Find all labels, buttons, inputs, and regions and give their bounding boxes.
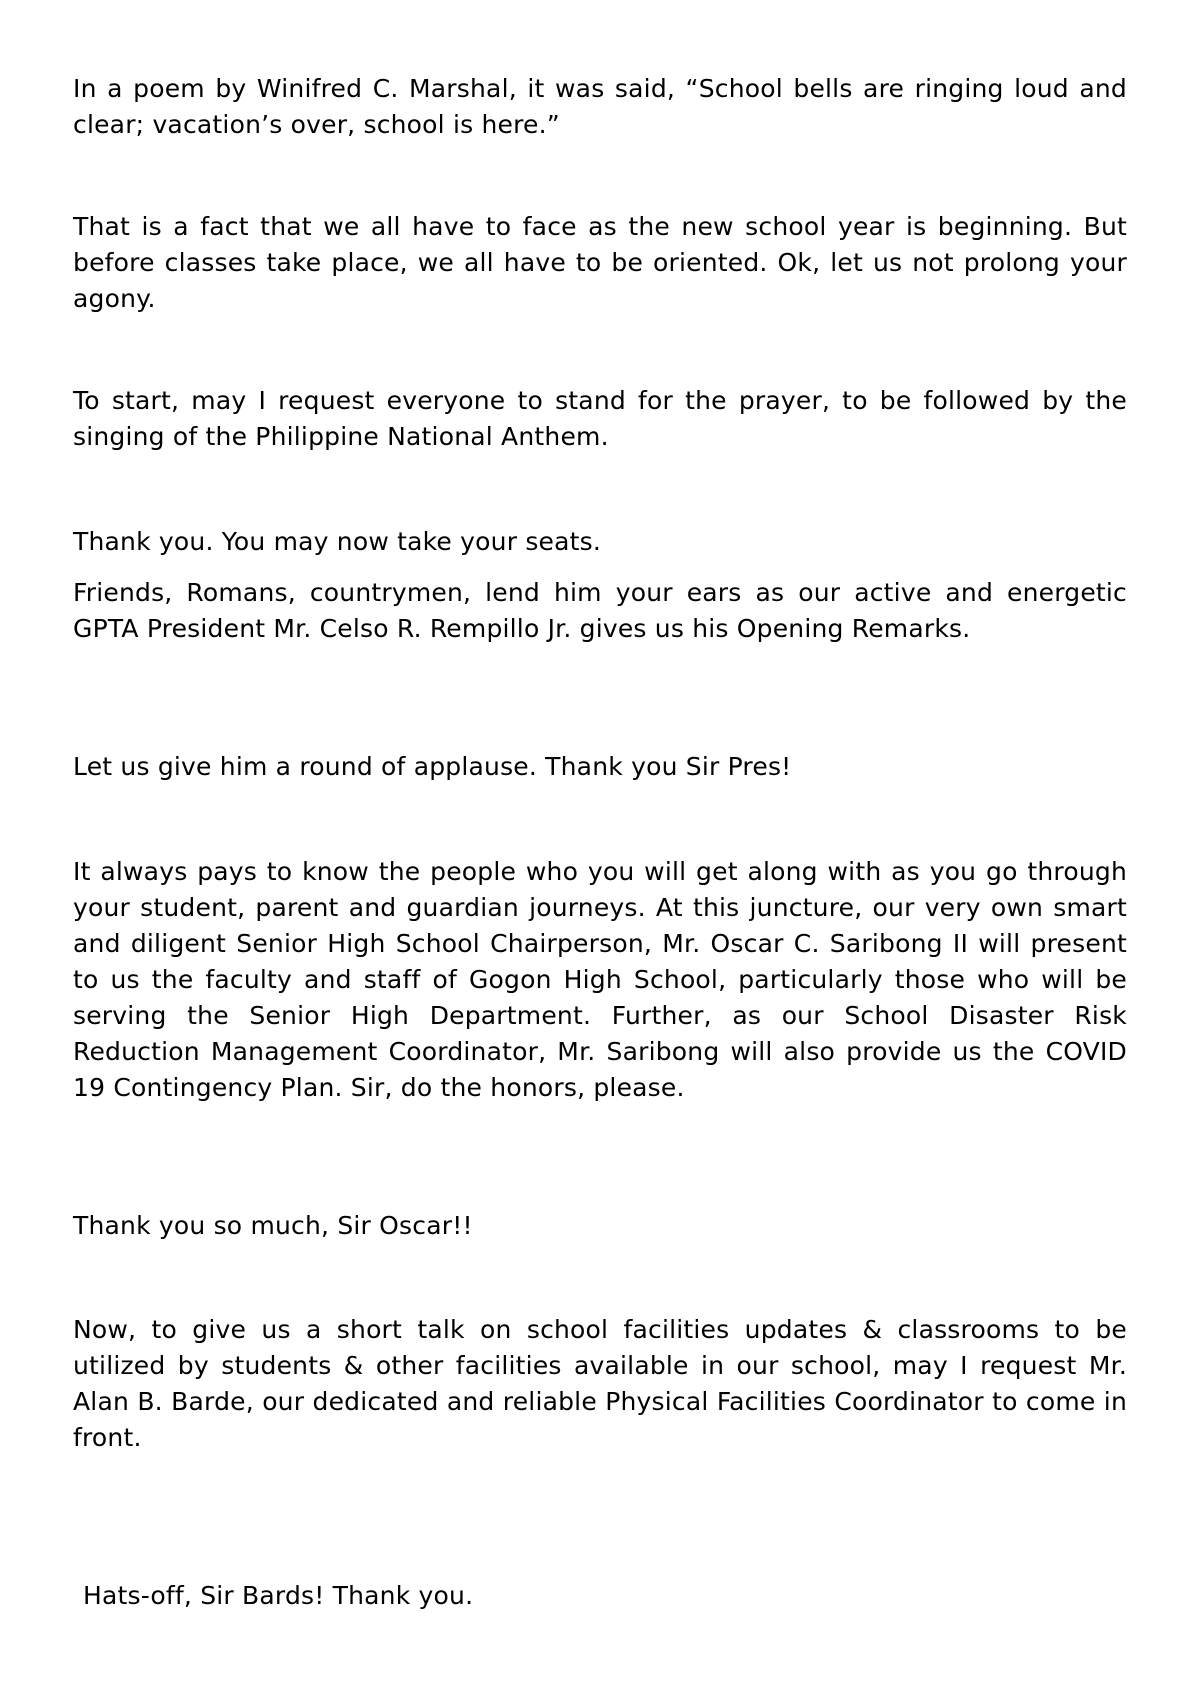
- paragraph-poem-quote: In a poem by Winifred C. Marshal, it was said, “School bells are ringing loud and clear; vacation’s over, school is here.”: [73, 74, 1127, 139]
- paragraph-facilities-talk: Now, to give us a short talk on school facilities updates & classrooms to be utilized by students & other facilities available in our school, may I request Mr. Alan B. Barde, our dedicated and reliable Physical Facilities Coordinator to come in front.: [73, 1315, 1127, 1452]
- paragraph-applause: Let us give him a round of applause. Thank you Sir Pres!: [73, 752, 792, 781]
- paragraph-opening-remarks: Friends, Romans, countrymen, lend him your ears as our active and energetic GPTA President Mr. Celso R. Rempillo Jr. gives us his Opening Remarks.: [73, 578, 1127, 643]
- paragraph-thank-oscar: Thank you so much, Sir Oscar!!: [73, 1211, 473, 1240]
- paragraph-prayer-anthem: To start, may I request everyone to stand for the prayer, to be followed by the singing of the Philippine National Anthem.: [73, 386, 1127, 451]
- paragraph-take-seats: Thank you. You may now take your seats.: [73, 527, 602, 556]
- paragraph-orientation: That is a fact that we all have to face as the new school year is beginning. But before classes take place, we all have to be oriented. Ok, let us not prolong your agony.: [73, 212, 1127, 313]
- paragraph-hats-off: Hats-off, Sir Bards! Thank you.: [83, 1581, 474, 1610]
- paragraph-faculty-intro: It always pays to know the people who you will get along with as you go through your student, parent and guardian journeys. At this juncture, our very own smart and diligent Senior High School Chairperson, Mr. Oscar C. Saribong II will present to us the faculty and staff of Gogon High School, particularly those who will be serving the Senior High Department. Further, as our School Disaster Risk Reduction Management Coordinator, Mr. Saribong will also provide us the COVID 19 Contingency Plan. Sir, do the honors, please.: [73, 857, 1127, 1102]
